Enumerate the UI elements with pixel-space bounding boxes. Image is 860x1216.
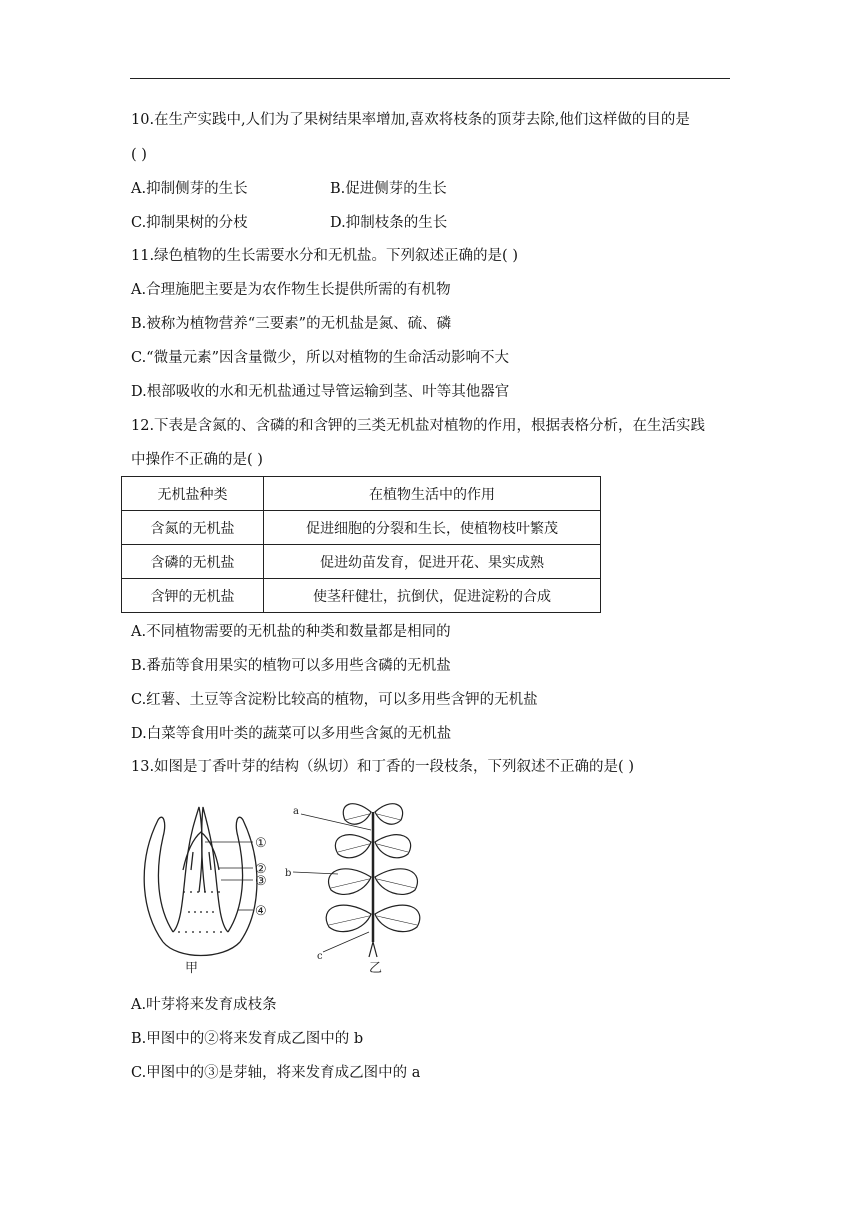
- leaf-bud-section: [144, 807, 257, 956]
- table-cell: 含磷的无机盐: [122, 545, 264, 579]
- table-row: [122, 579, 601, 613]
- marker-1: ①: [255, 836, 267, 851]
- table-row: [122, 511, 601, 545]
- q12-option-d: D.白菜等食用叶类的蔬菜可以多用些含氮的无机盐: [131, 726, 452, 742]
- lilac-bud-figure: [133, 792, 433, 977]
- label-a: a: [293, 806, 299, 817]
- table-cell: 促进幼苗发育，促进开花、果实成熟: [264, 545, 601, 579]
- q12-option-a: A.不同植物需要的无机盐的种类和数量都是相同的: [131, 624, 451, 640]
- bud-and-twig-illustration: [133, 792, 433, 977]
- q12-stem-line2: 中操作不正确的是( ): [131, 452, 263, 468]
- q12-option-b: B.番茄等食用果实的植物可以多用些含磷的无机盐: [131, 658, 451, 674]
- table-header-row: [122, 477, 601, 511]
- q11-option-c: C.“微量元素”因含量微少，所以对植物的生命活动影响不大: [131, 350, 510, 366]
- table-cell: 含氮的无机盐: [122, 511, 264, 545]
- caption-jia: 甲: [185, 961, 199, 976]
- lilac-twig: [326, 804, 420, 957]
- q10-option-c: C.抑制果树的分枝: [131, 215, 248, 231]
- table-header-cell: 在植物生活中的作用: [264, 477, 601, 511]
- table-cell: 使茎秆健壮，抗倒伏，促进淀粉的合成: [264, 579, 601, 613]
- q12-stem-line1: 12.下表是含氮的、含磷的和含钾的三类无机盐对植物的作用，根据表格分析，在生活实践: [131, 418, 706, 434]
- header-rule: [130, 78, 730, 79]
- table-cell: 含钾的无机盐: [122, 579, 264, 613]
- q11-option-d: D.根部吸收的水和无机盐通过导管运输到茎、叶等其他器官: [131, 384, 510, 400]
- q13-option-c: C.甲图中的③是芽轴，将来发育成乙图中的 a: [131, 1065, 421, 1081]
- q11-option-a: A.合理施肥主要是为农作物生长提供所需的有机物: [131, 282, 451, 298]
- table-cell: 促进细胞的分裂和生长，使植物枝叶繁茂: [264, 511, 601, 545]
- q10-option-a: A.抑制侧芽的生长: [131, 181, 248, 197]
- salt-table: [121, 476, 601, 613]
- table-header-cell: 无机盐种类: [122, 477, 264, 511]
- q12-option-c: C.红薯、土豆等含淀粉比较高的植物，可以多用些含钾的无机盐: [131, 692, 538, 708]
- q10-option-d: D.抑制枝条的生长: [330, 215, 448, 231]
- q10-answer-paren: ( ): [131, 147, 147, 163]
- q13-stem: 13.如图是丁香叶芽的结构（纵切）和丁香的一段枝条，下列叙述不正确的是( ): [131, 759, 634, 775]
- q13-option-b: B.甲图中的②将来发育成乙图中的 b: [131, 1031, 364, 1047]
- q10-option-b: B.促进侧芽的生长: [330, 181, 447, 197]
- q13-option-a: A.叶芽将来发育成枝条: [131, 997, 277, 1013]
- marker-3: ③: [255, 874, 267, 889]
- caption-yi: 乙: [369, 961, 383, 976]
- q10-stem: 10.在生产实践中,人们为了果树结果率增加,喜欢将枝条的顶芽去除,他们这样做的目的是: [131, 112, 690, 128]
- q11-stem: 11.绿色植物的生长需要水分和无机盐。下列叙述正确的是( ): [131, 248, 518, 264]
- table-row: [122, 545, 601, 579]
- q11-option-b: B.被称为植物营养“三要素”的无机盐是氮、硫、磷: [131, 316, 452, 332]
- label-c: c: [317, 951, 323, 962]
- marker-4: ④: [255, 904, 267, 919]
- marker-2: ②: [255, 862, 267, 877]
- label-b: b: [285, 868, 292, 879]
